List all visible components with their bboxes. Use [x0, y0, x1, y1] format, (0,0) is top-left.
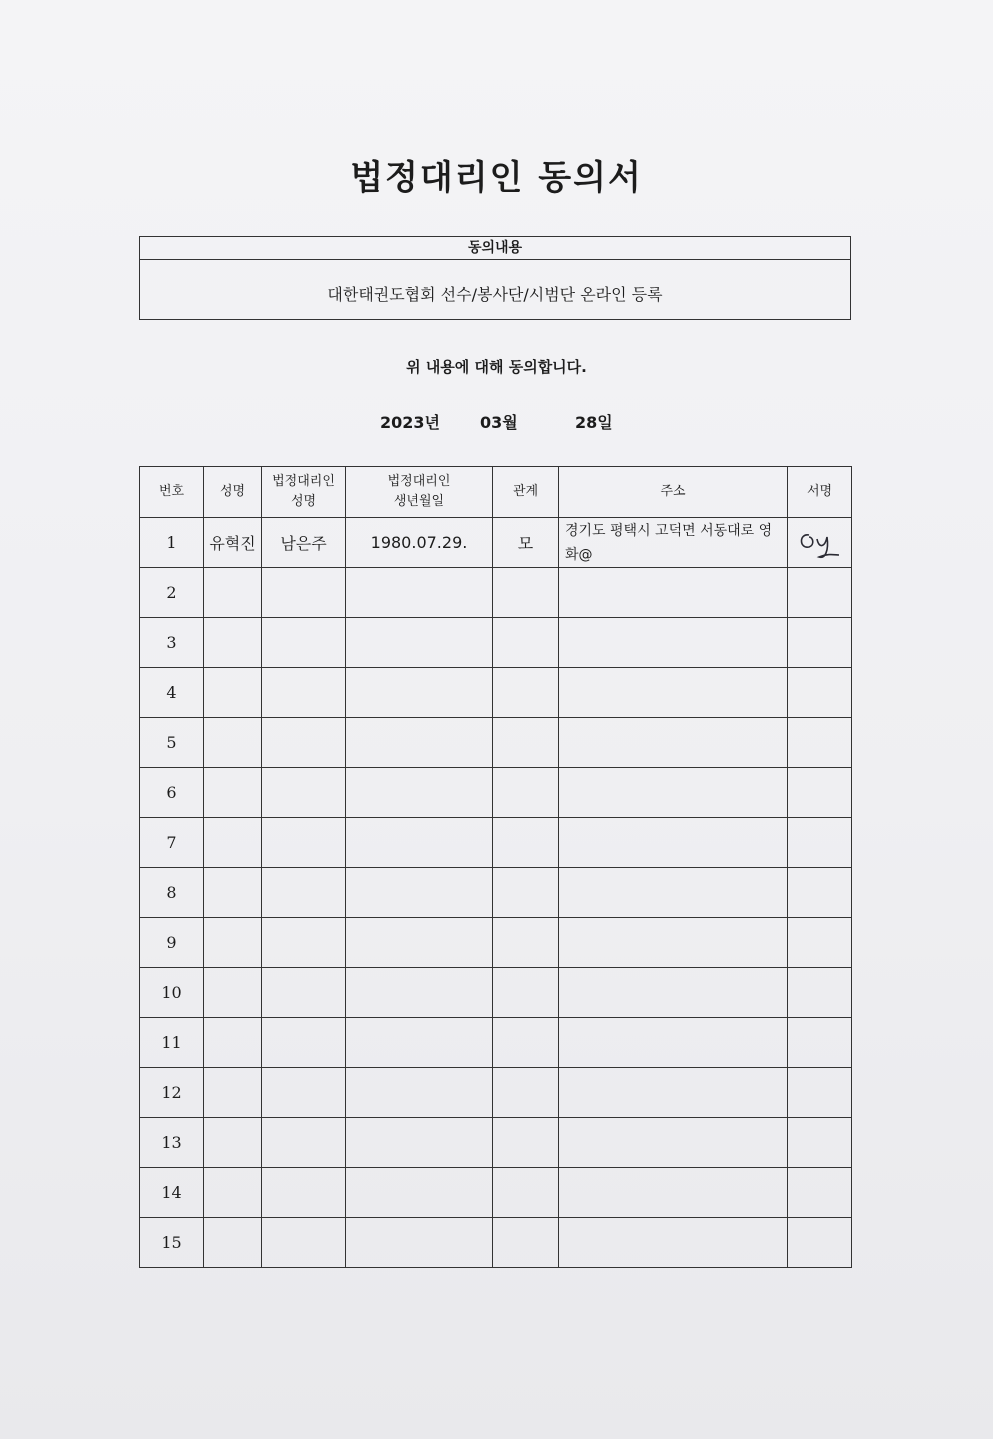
signature-mark — [795, 525, 845, 561]
guardian-name-cell — [262, 618, 346, 668]
address-cell — [559, 968, 788, 1018]
guardian-name-cell — [262, 1118, 346, 1168]
signature-cell — [788, 768, 852, 818]
guardian-name-cell: 남은주 — [262, 518, 346, 568]
student-name-cell — [204, 768, 262, 818]
address-cell — [559, 1118, 788, 1168]
document-title: 법정대리인 동의서 — [350, 158, 643, 198]
guardian-name-cell — [262, 1018, 346, 1068]
guardian-birthdate-cell — [346, 918, 493, 968]
guardian-birthdate-cell — [346, 618, 493, 668]
relation-cell — [493, 718, 559, 768]
table-row — [140, 618, 852, 668]
table-row — [140, 818, 852, 868]
guardian-birthdate-cell — [346, 1118, 493, 1168]
guardian-birthdate-cell: 1980.07.29. — [346, 518, 493, 568]
guardian-birthdate-cell — [346, 768, 493, 818]
guardian-name-cell — [262, 1068, 346, 1118]
table-row — [140, 1218, 852, 1268]
table-row — [140, 1168, 852, 1218]
signature-cell — [788, 818, 852, 868]
row-number-cell: 6 — [140, 768, 204, 818]
row-number-cell: 7 — [140, 818, 204, 868]
student-name-cell — [204, 1068, 262, 1118]
address-cell: 경기도 평택시 고덕면 서동대로 영화@ — [559, 518, 788, 568]
signature-cell — [788, 668, 852, 718]
row-number-cell: 10 — [140, 968, 204, 1018]
guardian-name-cell — [262, 718, 346, 768]
header-signature: 서명 — [788, 467, 852, 518]
guardian-birthdate-cell — [346, 1218, 493, 1268]
relation-cell — [493, 618, 559, 668]
address-cell — [559, 618, 788, 668]
relation-cell — [493, 568, 559, 618]
agree-statement: 위 내용에 대해 동의합니다. — [406, 358, 587, 376]
row-number-cell: 3 — [140, 618, 204, 668]
address-cell — [559, 668, 788, 718]
date-day: 28일 — [575, 413, 613, 432]
student-name-cell — [204, 818, 262, 868]
relation-cell — [493, 818, 559, 868]
guardian-name-cell — [262, 918, 346, 968]
guardian-birthdate-cell — [346, 1068, 493, 1118]
student-name-cell — [204, 1018, 262, 1068]
date-month: 03월 — [480, 413, 518, 432]
header-name: 성명 — [204, 467, 262, 518]
address-cell — [559, 818, 788, 868]
student-name-cell — [204, 1218, 262, 1268]
address-cell — [559, 1168, 788, 1218]
table-header-row — [140, 467, 852, 518]
table-row — [140, 868, 852, 918]
signature-cell — [788, 518, 852, 568]
guardian-name-cell — [262, 1168, 346, 1218]
consent-text: 대한태권도협회 선수/봉사단/시범단 온라인 등록 — [327, 285, 663, 304]
guardian-birthdate-cell — [346, 1168, 493, 1218]
row-number-cell: 12 — [140, 1068, 204, 1118]
header-address: 주소 — [559, 467, 788, 518]
consent-header: 동의내용 — [140, 237, 850, 260]
relation-cell — [493, 1018, 559, 1068]
relation-cell — [493, 668, 559, 718]
table-row — [140, 1018, 852, 1068]
address-cell — [559, 568, 788, 618]
signature-cell — [788, 868, 852, 918]
signature-cell — [788, 1068, 852, 1118]
table-row — [140, 518, 852, 568]
student-name-cell: 유혁진 — [204, 518, 262, 568]
relation-cell — [493, 918, 559, 968]
row-number-cell: 4 — [140, 668, 204, 718]
signature-cell — [788, 718, 852, 768]
guardian-name-cell — [262, 668, 346, 718]
address-cell — [559, 718, 788, 768]
table-row — [140, 1118, 852, 1168]
student-name-cell — [204, 618, 262, 668]
table-row — [140, 768, 852, 818]
relation-cell — [493, 1068, 559, 1118]
row-number-cell: 9 — [140, 918, 204, 968]
table-row — [140, 968, 852, 1018]
student-name-cell — [204, 868, 262, 918]
table-row — [140, 718, 852, 768]
guardian-name-cell — [262, 818, 346, 868]
consent-box — [139, 236, 851, 320]
relation-cell — [493, 968, 559, 1018]
guardian-birthdate-cell — [346, 718, 493, 768]
guardian-birthdate-cell — [346, 968, 493, 1018]
relation-cell — [493, 868, 559, 918]
signature-cell — [788, 568, 852, 618]
row-number-cell: 11 — [140, 1018, 204, 1068]
student-name-cell — [204, 718, 262, 768]
guardian-name-cell — [262, 768, 346, 818]
relation-cell: 모 — [493, 518, 559, 568]
guardian-birthdate-cell — [346, 1018, 493, 1068]
signature-cell — [788, 968, 852, 1018]
registration-table — [139, 466, 852, 1268]
guardian-birthdate-cell — [346, 868, 493, 918]
address-cell — [559, 868, 788, 918]
student-name-cell — [204, 668, 262, 718]
guardian-name-cell — [262, 1218, 346, 1268]
guardian-birthdate-cell — [346, 818, 493, 868]
row-number-cell: 13 — [140, 1118, 204, 1168]
signature-cell — [788, 1118, 852, 1168]
guardian-birthdate-cell — [346, 568, 493, 618]
table-row — [140, 668, 852, 718]
signature-cell — [788, 918, 852, 968]
table-row — [140, 568, 852, 618]
row-number-cell: 8 — [140, 868, 204, 918]
row-number-cell: 14 — [140, 1168, 204, 1218]
student-name-cell — [204, 1168, 262, 1218]
signature-cell — [788, 1018, 852, 1068]
header-no: 번호 — [140, 467, 204, 518]
row-number-cell: 15 — [140, 1218, 204, 1268]
guardian-birthdate-cell — [346, 668, 493, 718]
student-name-cell — [204, 568, 262, 618]
guardian-name-cell — [262, 868, 346, 918]
table-row — [140, 1068, 852, 1118]
signature-cell — [788, 1168, 852, 1218]
address-cell — [559, 1068, 788, 1118]
relation-cell — [493, 1218, 559, 1268]
student-name-cell — [204, 1118, 262, 1168]
relation-cell — [493, 1118, 559, 1168]
address-cell — [559, 1218, 788, 1268]
address-cell — [559, 918, 788, 968]
address-cell — [559, 1018, 788, 1068]
signature-cell — [788, 1218, 852, 1268]
relation-cell — [493, 768, 559, 818]
table-row — [140, 918, 852, 968]
student-name-cell — [204, 968, 262, 1018]
address-cell — [559, 768, 788, 818]
header-relation: 관계 — [493, 467, 559, 518]
date-year: 2023년 — [380, 413, 440, 432]
header-guardian-birth: 법정대리인 생년월일 — [346, 467, 493, 518]
guardian-name-cell — [262, 568, 346, 618]
row-number-cell: 1 — [140, 518, 204, 568]
relation-cell — [493, 1168, 559, 1218]
header-guardian-name: 법정대리인 성명 — [262, 467, 346, 518]
guardian-name-cell — [262, 968, 346, 1018]
row-number-cell: 5 — [140, 718, 204, 768]
row-number-cell: 2 — [140, 568, 204, 618]
signature-cell — [788, 618, 852, 668]
student-name-cell — [204, 918, 262, 968]
